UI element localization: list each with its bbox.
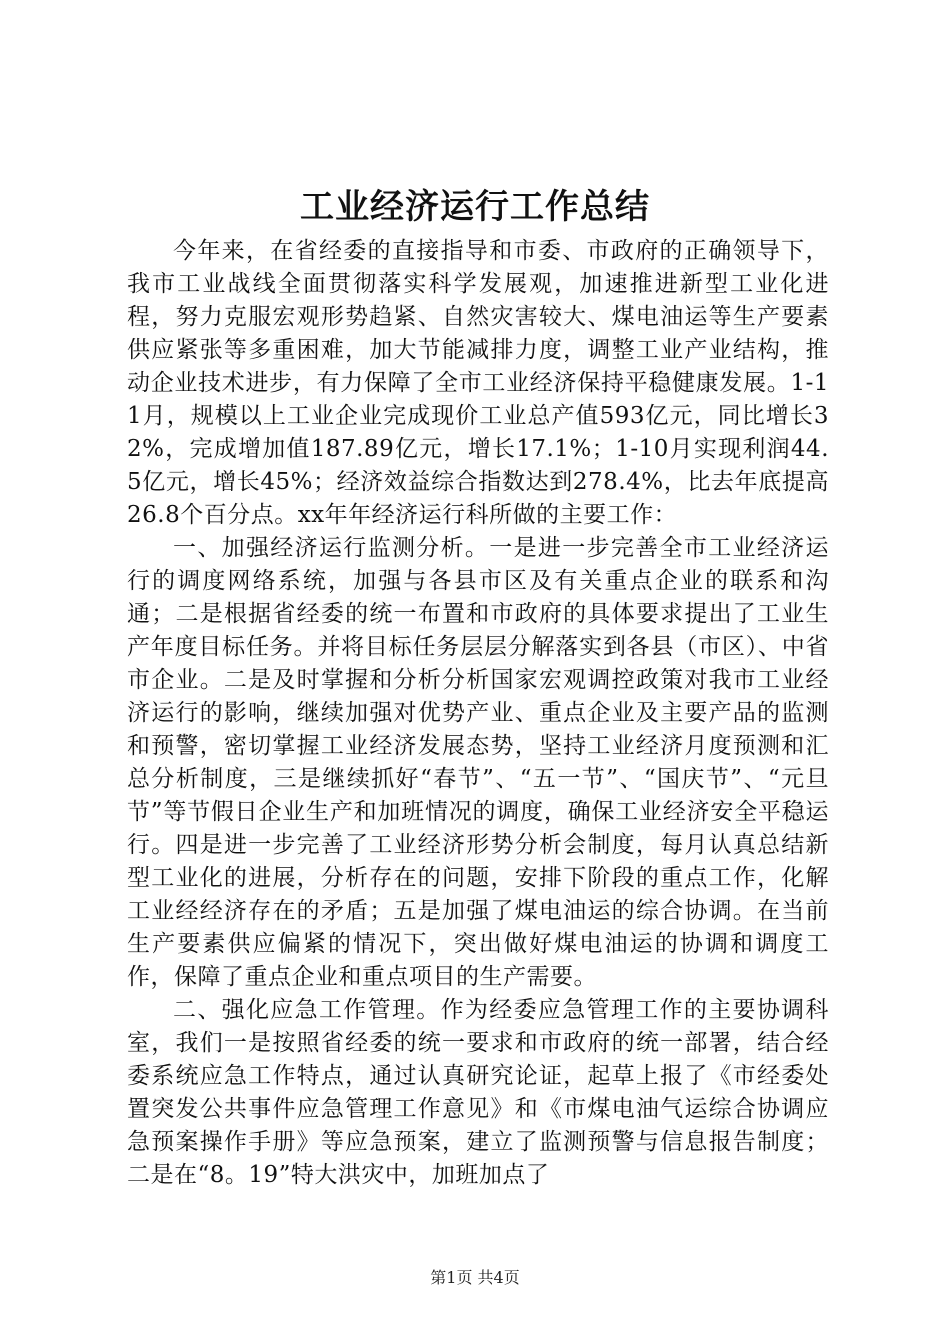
paragraph-emergency: 二、强化应急工作管理。作为经委应急管理工作的主要协调科室，我们一是按照省经委的统一要求和市政府的统一部署，结合经委系统应急工作特点，通过认真研究论证，起草上报了《市经委处置突发公共事件应急管理工作意见》和《市煤电油气运综合协调应急预案操作手册》等应急预案，建立了监测预警与信息报告制度；二是在“8。19”特大洪灾中，加班加点了	[127, 997, 829, 1188]
document-body	[127, 235, 829, 1192]
paragraph-monitoring: 一、加强经济运行监测分析。一是进一步完善全市工业经济运行的调度网络系统，加强与各县市区及有关重点企业的联系和沟通；二是根据省经委的统一布置和市政府的具体要求提出了工业生产年度目标任务。并将目标任务层层分解落实到各县（市区）、中省市企业。二是及时掌握和分析分析国家宏观调控政策对我市工业经济运行的影响，继续加强对优势产业、重点企业及主要产品的监测和预警，密切掌握工业经济发展态势，坚持工业经济月度预测和汇总分析制度，三是继续抓好“春节”、“五一节”、“国庆节”、“元旦节”等节假日企业生产和加班情况的调度，确保工业经济安全平稳运行。四是进一步完善了工业经济形势分析会制度，每月认真总结新型工业化的进展，分析存在的问题，安排下阶段的重点工作，化解工业经经济存在的矛盾；五是加强了煤电油运的综合协调。在当前生产要素供应偏紧的情况下，突出做好煤电油运的协调和调度工作，保障了重点企业和重点项目的生产需要。	[127, 535, 829, 990]
paragraph-intro: 今年来，在省经委的直接指导和市委、市政府的正确领导下，我市工业战线全面贯彻落实科学发展观，加速推进新型工业化进程，努力克服宏观形势趋紧、自然灾害较大、煤电油运等生产要素供应紧张等多重困难，加大节能减排力度，调整工业产业结构，推动企业技术进步，有力保障了全市工业经济保持平稳健康发展。1-11月，规模以上工业企业完成现价工业总产值593亿元，同比增长32%，完成增加值187.89亿元，增长17.1%；1-10月实现利润44.5亿元，增长45%；经济效益综合指数达到278.4%，比去年底提高26.8个百分点。xx年年经济运行科所做的主要工作：	[127, 238, 829, 528]
page-number-footer: 第1页 共4页	[430, 1268, 520, 1287]
document-title: 工业经济运行工作总结	[300, 187, 650, 227]
